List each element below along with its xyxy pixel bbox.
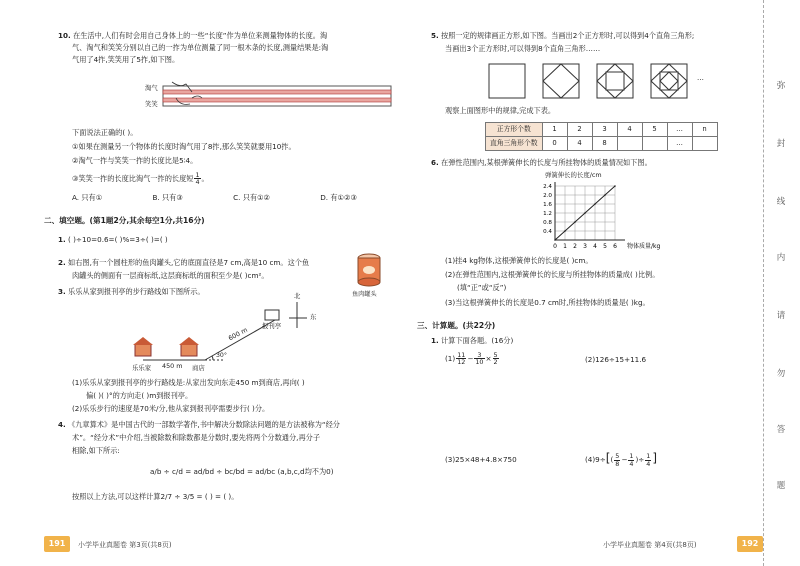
chart-point [604, 194, 606, 196]
fill-q3-sub1b: 偏( )( )°的方向走( )m到报刊亭。 [86, 391, 193, 400]
table-row [486, 123, 718, 137]
chart-point [554, 239, 556, 241]
table-cell: 4 [617, 123, 642, 137]
chart-x-tick-label: 4 [593, 243, 597, 250]
chart-title: 弹簧伸长的长度/cm [545, 171, 602, 179]
ruler-label-b: 笑笑 [145, 100, 158, 108]
fill-q4-formula: a/b ÷ c/d = ad/bd ÷ bc/bd = ad/bc (a,b,c,d均不为0) [150, 467, 334, 476]
calc-p2: (2)126÷15+11.6 [585, 355, 647, 364]
page-number-right: 192 [737, 536, 763, 552]
calc-p3: (3)25×48+4.8×750 [445, 455, 517, 464]
chart-point [584, 212, 586, 214]
table-cell: 5 [642, 123, 667, 137]
fill-q4-line4: 按照以上方法,可以这样计算2/7 ÷ 3/5 = ( ) = ( )。 [72, 492, 239, 501]
can-label: 鱼肉罐头 [352, 291, 377, 298]
table-row [486, 137, 718, 151]
q5-line1: 5. 按照一定的规律画正方形,如下图。当画出2个正方形时,可以得到4个直角三角形; [431, 31, 695, 40]
table-cell: 0 [542, 137, 567, 151]
right-page [405, 0, 800, 566]
q10-line2: 气、淘气和笑笑分别以自己的一拃为单位测量了同一根木条的长度,测量结果是:淘 [72, 43, 329, 52]
fill-q4-line2: 术”。“经分术”中介绍,当被除数和除数都是分数时,要先将两个分数通分,再分子 [72, 433, 321, 442]
chart-y-tick-label: 1.2 [543, 211, 552, 217]
answer-cell[interactable] [692, 137, 717, 151]
pattern-dots: ··· [697, 75, 704, 84]
footer-left: 小学毕业真题卷 第3页(共8页) [78, 541, 172, 549]
label-distance-600: 600 m [227, 325, 249, 343]
table-cell: … [667, 123, 692, 137]
calc-p1: (1) $\frac{11}{12}$ − $\frac{3}{10}$ × $\frac{5}{2}$ [445, 351, 498, 367]
chart-x-tick-label: 2 [573, 243, 577, 250]
compass-east: 东 [310, 313, 317, 321]
fill-q4-line1: 4. 《九章算术》是中国古代的一部数学著作,书中解决分数除法问题的是方法被称为“经分 [58, 420, 340, 429]
span-ruler-figure [162, 78, 394, 112]
table-cell: 2 [567, 123, 592, 137]
table-cell: 8 [592, 137, 617, 151]
chart-x-tick-label: 0 [553, 243, 557, 250]
q6-sub2: (2)在弹性范围内,这根弹簧伸长的长度与所挂物体的质量成( )比例。 [445, 270, 660, 279]
page-number-left: 191 [44, 536, 70, 552]
table-cell: 1 [542, 123, 567, 137]
fill-q3-sub1: (1)乐乐从家到报刊亭的步行路线是:从家出发向东走450 m到商店,再向( ) [72, 378, 305, 387]
ruler-label-a: 淘气 [145, 84, 158, 92]
label-kiosk: 报刊亭 [262, 322, 282, 330]
chart-point [564, 230, 566, 232]
option-a[interactable]: A. 只有① [72, 193, 103, 202]
fill-q1: 1. ( )÷10=0.6=( )%=3÷( )=( ) [58, 235, 168, 244]
option-c[interactable]: C. 只有①② [233, 193, 270, 202]
table-cell: 3 [592, 123, 617, 137]
q5-line2: 当画出3个正方形时,可以得到8个直角三角形…… [445, 44, 601, 53]
fill-q4-line3: 相除,如下所示: [72, 446, 120, 455]
chart-point [594, 203, 596, 205]
q6-sub3: (3)当这根弹簧伸长的长度是0.7 cm时,所挂物体的质量是( )kg。 [445, 298, 650, 307]
answer-cell[interactable] [617, 137, 642, 151]
fill-q2-line2: 肉罐头的侧面有一层商标纸,这层商标纸的面积至少是( )cm²。 [72, 271, 269, 280]
seal-char: 答 [776, 425, 786, 435]
chart-x-tick-label: 1 [563, 243, 567, 250]
spring-chart [533, 182, 703, 252]
section-3-heading: 三、计算题。(共22分) [417, 321, 496, 330]
seal-char: 题 [776, 481, 786, 491]
table-header: 直角三角形个数 [486, 137, 543, 151]
table-cell: … [667, 137, 692, 151]
q10-line3: 气用了4拃,笑笑用了5拃,如下图。 [72, 55, 180, 64]
footer-right: 小学毕业真题卷 第4页(共8页) [603, 541, 697, 549]
chart-x-tick-label: 6 [613, 243, 617, 250]
fraction: $\frac{1}{4}$ [195, 171, 200, 187]
calc-q1-title: 1. 计算下面各题。(16分) [431, 336, 514, 345]
q10-statement-2: ②淘气一拃与笑笑一拃的长度比是5∶4。 [72, 156, 198, 165]
fill-q3-sub2: (2)乐乐步行的速度是70米/分,他从家到报刊亭需要步行( )分。 [72, 404, 270, 413]
seal-char: 封 [776, 139, 786, 149]
fish-can-image [356, 253, 382, 287]
chart-x-axis-label: 物体质量/kg [627, 243, 661, 250]
label-distance-450: 450 m [162, 362, 183, 370]
chart-x-tick-label: 5 [603, 243, 607, 250]
pattern-table [485, 122, 718, 151]
chart-x-tick-label: 3 [583, 243, 587, 250]
label-shop: 商店 [192, 364, 205, 372]
table-header: 正方形个数 [486, 123, 543, 137]
answer-cell[interactable] [642, 137, 667, 151]
route-map [125, 300, 325, 380]
chart-point [614, 185, 616, 187]
q10-prompt: 下面说法正确的( )。 [72, 128, 138, 137]
label-home: 乐乐家 [132, 364, 152, 372]
chart-y-tick-label: 2.0 [543, 193, 552, 199]
chart-y-tick-label: 0.4 [543, 229, 552, 235]
q6-line1: 6. 在弹性范围内,某根弹簧伸长的长度与所挂物体的质量情况如下图。 [431, 158, 652, 167]
seal-char: 内 [776, 253, 786, 263]
option-b[interactable]: B. 只有③ [152, 193, 183, 202]
q5-line3: 观察上面图形中的规律,完成下表。 [445, 106, 556, 115]
q10-statement-3: ③笑笑一拃的长度比淘气一拃的长度短 $\frac{1}{4}$ 。 [72, 171, 209, 187]
chart-y-tick-label: 2.4 [543, 184, 552, 190]
seal-char: 线 [776, 197, 786, 207]
fill-q3: 3. 乐乐从家到报刊亭的步行路线如下图所示。 [58, 287, 205, 296]
section-2-heading: 二、填空题。(第1题2分,其余每空1分,共16分) [44, 216, 205, 225]
label-angle: 30° [216, 352, 227, 359]
fill-q2-line1: 2. 如右图,有一个圆柱形的鱼肉罐头,它的底面直径是7 cm,高是10 cm。这个鱼 [58, 258, 310, 267]
chart-y-tick-label: 1.6 [543, 202, 552, 208]
seal-char: 勿 [776, 369, 786, 379]
option-d[interactable]: D. 有①②③ [320, 193, 357, 202]
q6-sub2-hint: (填“正”或“反”) [457, 283, 507, 292]
q10-statement-1: ①如果在测量另一个物体的长度时淘气用了8拃,那么笑笑就要用10拃。 [72, 142, 296, 151]
seal-line-strip [763, 0, 800, 566]
compass-north: 北 [294, 292, 301, 300]
q10-options [72, 193, 405, 203]
chart-y-tick-label: 0.8 [543, 220, 552, 226]
q10-line1: 10. 在生活中,人们有时会用自己身体上的一些“长度”作为单位来测量物体的长度。淘 [58, 31, 328, 40]
calc-p4: (4)9÷[( $\frac{5}{8}$ − $\frac{1}{4}$ )÷ $\frac{1}{4}$ ] [585, 451, 658, 468]
table-cell: n [692, 123, 717, 137]
chart-point [574, 221, 576, 223]
table-cell: 4 [567, 137, 592, 151]
seal-char: 请 [776, 311, 786, 321]
seal-char: 弥 [776, 81, 786, 91]
q6-sub1: (1)挂4 kg物体,这根弹簧伸长的长度是( )cm。 [445, 256, 593, 265]
